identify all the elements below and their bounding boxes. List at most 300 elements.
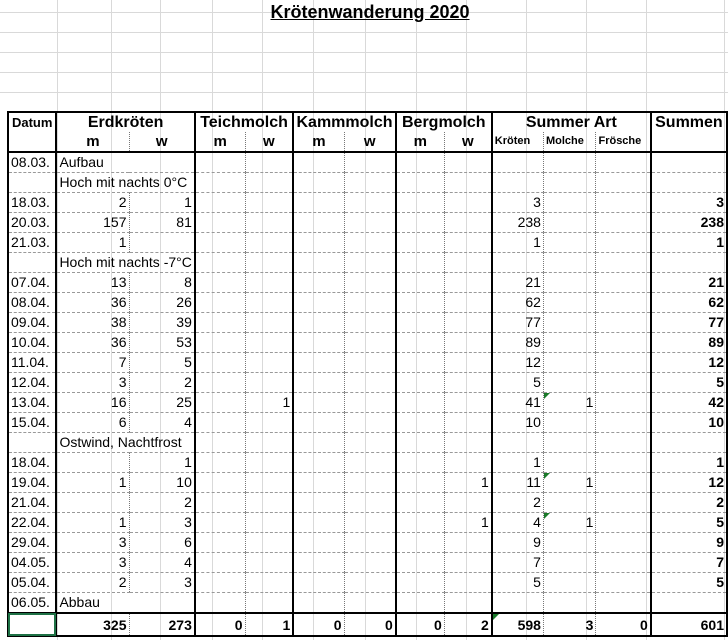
cell-tm_m[interactable] [195,173,245,193]
cell-kroeten[interactable]: 89 [492,333,544,353]
total-froesche[interactable]: 0 [596,613,651,636]
cell-molche[interactable] [543,173,596,193]
cell-froesche[interactable] [596,353,651,373]
cell-ek_w[interactable]: 3 [129,573,195,593]
cell-km_m[interactable] [293,593,344,614]
cell-froesche[interactable] [596,333,651,353]
total-molche[interactable]: 3 [543,613,596,636]
cell-km_m[interactable] [293,433,344,453]
cell-km_w[interactable] [344,313,396,333]
cell-bm_w[interactable] [444,553,491,573]
cell-ek_m[interactable]: 36 [56,293,129,313]
cell-ek_w[interactable]: 1 [129,193,195,213]
cell-molche[interactable] [543,273,596,293]
cell-datum[interactable]: 12.04. [8,373,56,393]
cell-kroeten[interactable]: 1 [492,453,544,473]
cell-tm_m[interactable] [195,293,245,313]
cell-kroeten[interactable]: 7 [492,553,544,573]
cell-ek_m[interactable]: 3 [56,553,129,573]
cell-km_w[interactable] [344,473,396,493]
cell-ek_w[interactable]: 10 [129,473,195,493]
cell-km_w[interactable] [344,593,396,614]
cell-bm_w[interactable] [444,413,491,433]
cell-summe[interactable]: 5 [651,513,727,533]
cell-km_m[interactable] [293,393,344,413]
cell-tm_w[interactable] [245,353,293,373]
cell-molche[interactable] [543,413,596,433]
cell-bm_w[interactable] [444,233,491,253]
cell-ek_m[interactable]: 3 [56,373,129,393]
cell-tm_m[interactable] [195,393,245,413]
cell-kroeten[interactable] [492,253,544,273]
cell-bm_w[interactable] [444,533,491,553]
cell-tm_w[interactable] [245,333,293,353]
cell-kroeten[interactable]: 4 [492,513,544,533]
cell-ek_m[interactable]: 38 [56,313,129,333]
cell-tm_m[interactable] [195,152,245,173]
cell-kroeten[interactable]: 62 [492,293,544,313]
cell-ek_w[interactable] [129,233,195,253]
cell-km_m[interactable] [293,553,344,573]
cell-km_w[interactable] [344,193,396,213]
cell-tm_m[interactable] [195,333,245,353]
cell-datum[interactable]: 20.03. [8,213,56,233]
cell-froesche[interactable] [596,573,651,593]
cell-tm_m[interactable] [195,553,245,573]
total-km_m[interactable]: 0 [293,613,344,636]
cell-km_m[interactable] [293,293,344,313]
cell-summe[interactable]: 5 [651,373,727,393]
cell-molche[interactable] [543,293,596,313]
cell-km_w[interactable] [344,233,396,253]
cell-bm_m[interactable] [396,353,445,373]
cell-tm_m[interactable] [195,213,245,233]
total-ek_w[interactable]: 273 [129,613,195,636]
cell-molche[interactable] [543,253,596,273]
cell-km_m[interactable] [293,473,344,493]
cell-summe[interactable]: 7 [651,553,727,573]
cell-bm_m[interactable] [396,593,445,614]
cell-tm_m[interactable] [195,513,245,533]
cell-tm_w[interactable]: 1 [245,393,293,413]
cell-bm_w[interactable] [444,273,491,293]
cell-summe[interactable] [651,253,727,273]
cell-bm_w[interactable] [444,493,491,513]
cell-kroeten[interactable]: 5 [492,373,544,393]
cell-datum[interactable]: 15.04. [8,413,56,433]
cell-kroeten[interactable]: 2 [492,493,544,513]
cell-froesche[interactable] [596,553,651,573]
cell-tm_w[interactable] [245,553,293,573]
cell-ek_m[interactable]: 13 [56,273,129,293]
cell-kroeten[interactable]: 11 [492,473,544,493]
cell-ek_m[interactable]: 157 [56,213,129,233]
cell-km_w[interactable] [344,393,396,413]
cell-molche[interactable] [543,213,596,233]
cell-km_w[interactable] [344,273,396,293]
cell-froesche[interactable] [596,433,651,453]
cell-summe[interactable]: 21 [651,273,727,293]
cell-summe[interactable]: 89 [651,333,727,353]
cell-ek_m[interactable]: 2 [56,193,129,213]
cell-km_m[interactable] [293,493,344,513]
cell-bm_m[interactable] [396,333,445,353]
cell-bm_m[interactable] [396,513,445,533]
cell-summe[interactable]: 62 [651,293,727,313]
cell-km_w[interactable] [344,293,396,313]
cell-datum[interactable]: 07.04. [8,273,56,293]
cell-datum[interactable]: 10.04. [8,333,56,353]
cell-datum[interactable]: 08.03. [8,152,56,173]
cell-tm_w[interactable] [245,173,293,193]
cell-datum[interactable]: 21.04. [8,493,56,513]
cell-froesche[interactable] [596,513,651,533]
cell-froesche[interactable] [596,473,651,493]
cell-summe[interactable]: 2 [651,493,727,513]
cell-km_w[interactable] [344,573,396,593]
cell-froesche[interactable] [596,413,651,433]
cell-tm_m[interactable] [195,413,245,433]
cell-kroeten[interactable]: 41 [492,393,544,413]
cell-km_m[interactable] [293,413,344,433]
cell-tm_m[interactable] [195,473,245,493]
cell-km_m[interactable] [293,233,344,253]
cell-ek_m[interactable]: 2 [56,573,129,593]
cell-tm_w[interactable] [245,433,293,453]
cell-tm_m[interactable] [195,453,245,473]
cell-ek_w[interactable]: 3 [129,513,195,533]
total-bm_w[interactable]: 2 [444,613,491,636]
cell-molche[interactable] [543,593,596,614]
cell-bm_w[interactable] [444,152,491,173]
total-tm_w[interactable]: 1 [245,613,293,636]
cell-tm_w[interactable] [245,413,293,433]
total-kroeten[interactable]: 598 [492,613,544,636]
cell-ek_m[interactable]: 1 [56,233,129,253]
cell-datum[interactable]: 05.04. [8,573,56,593]
cell-note[interactable]: Hoch mit nachts -7°C [56,253,194,273]
cell-datum[interactable] [8,433,56,453]
cell-ek_w[interactable]: 6 [129,533,195,553]
cell-bm_w[interactable] [444,253,491,273]
cell-froesche[interactable] [596,393,651,413]
cell-molche[interactable] [543,573,596,593]
cell-summe[interactable]: 3 [651,193,727,213]
cell-ek_w[interactable]: 4 [129,413,195,433]
cell-datum[interactable] [8,253,56,273]
cell-km_w[interactable] [344,333,396,353]
cell-km_m[interactable] [293,333,344,353]
cell-kroeten[interactable] [492,173,544,193]
cell-kroeten[interactable] [492,152,544,173]
cell-froesche[interactable] [596,373,651,393]
cell-molche[interactable] [543,333,596,353]
cell-kroeten[interactable]: 3 [492,193,544,213]
cell-molche[interactable] [543,152,596,173]
cell-molche[interactable] [543,313,596,333]
cell-bm_m[interactable] [396,313,445,333]
cell-datum[interactable]: 11.04. [8,353,56,373]
cell-bm_m[interactable] [396,213,445,233]
cell-kroeten[interactable] [492,433,544,453]
cell-km_m[interactable] [293,353,344,373]
cell-datum[interactable]: 04.05. [8,553,56,573]
cell-molche[interactable]: 1 [543,513,596,533]
cell-datum[interactable]: 09.04. [8,313,56,333]
cell-tm_w[interactable] [245,193,293,213]
cell-tm_w[interactable] [245,213,293,233]
cell-summe[interactable]: 238 [651,213,727,233]
cell-tm_w[interactable] [245,313,293,333]
cell-tm_w[interactable] [245,152,293,173]
cell-froesche[interactable] [596,273,651,293]
cell-note[interactable]: Hoch mit nachts 0°C [56,173,194,193]
cell-note[interactable]: Abbau [56,593,194,614]
cell-tm_w[interactable] [245,573,293,593]
cell-bm_w[interactable] [444,173,491,193]
total-ek_m[interactable]: 325 [56,613,129,636]
cell-ek_w[interactable]: 2 [129,373,195,393]
cell-molche[interactable] [543,233,596,253]
cell-bm_w[interactable] [444,433,491,453]
cell-tm_w[interactable] [245,473,293,493]
cell-ek_w[interactable]: 4 [129,553,195,573]
cell-km_m[interactable] [293,533,344,553]
cell-datum[interactable]: 19.04. [8,473,56,493]
cell-molche[interactable] [543,353,596,373]
cell-ek_w[interactable]: 5 [129,353,195,373]
cell-tm_w[interactable] [245,593,293,614]
cell-ek_w[interactable]: 25 [129,393,195,413]
cell-kroeten[interactable]: 1 [492,233,544,253]
cell-froesche[interactable] [596,593,651,614]
cell-bm_w[interactable] [444,373,491,393]
cell-tm_m[interactable] [195,313,245,333]
total-bm_m[interactable]: 0 [396,613,445,636]
total-tm_m[interactable]: 0 [195,613,245,636]
cell-ek_m[interactable]: 1 [56,513,129,533]
cell-bm_w[interactable] [444,393,491,413]
cell-bm_m[interactable] [396,473,445,493]
cell-tm_m[interactable] [195,233,245,253]
cell-bm_m[interactable] [396,193,445,213]
cell-bm_m[interactable] [396,553,445,573]
cell-tm_w[interactable] [245,253,293,273]
cell-tm_m[interactable] [195,433,245,453]
cell-molche[interactable]: 1 [543,393,596,413]
cell-tm_w[interactable] [245,293,293,313]
cell-ek_m[interactable]: 16 [56,393,129,413]
cell-km_w[interactable] [344,373,396,393]
cell-ek_w[interactable]: 2 [129,493,195,513]
cell-bm_m[interactable] [396,233,445,253]
cell-note[interactable]: Ostwind, Nachtfrost [56,433,194,453]
cell-km_w[interactable] [344,173,396,193]
cell-tm_w[interactable] [245,453,293,473]
cell-km_m[interactable] [293,213,344,233]
cell-ek_m[interactable]: 1 [56,473,129,493]
cell-tm_w[interactable] [245,233,293,253]
cell-bm_m[interactable] [396,493,445,513]
cell-tm_m[interactable] [195,593,245,614]
cell-bm_w[interactable] [444,333,491,353]
cell-tm_w[interactable] [245,493,293,513]
cell-datum[interactable]: 18.04. [8,453,56,473]
cell-bm_m[interactable] [396,173,445,193]
cell-bm_m[interactable] [396,253,445,273]
cell-bm_w[interactable] [444,313,491,333]
cell-summe[interactable]: 12 [651,473,727,493]
cell-datum[interactable]: 22.04. [8,513,56,533]
cell-ek_w[interactable]: 81 [129,213,195,233]
cell-bm_m[interactable] [396,573,445,593]
cell-km_w[interactable] [344,453,396,473]
cell-bm_m[interactable] [396,293,445,313]
cell-summe[interactable] [651,593,727,614]
cell-summe[interactable]: 42 [651,393,727,413]
cell-datum[interactable]: 18.03. [8,193,56,213]
cell-kroeten[interactable]: 12 [492,353,544,373]
cell-ek_m[interactable]: 3 [56,533,129,553]
cell-bm_w[interactable] [444,573,491,593]
cell-bm_m[interactable] [396,413,445,433]
cell-datum[interactable] [8,173,56,193]
cell-tm_m[interactable] [195,273,245,293]
cell-datum[interactable]: 06.05. [8,593,56,614]
cell-km_w[interactable] [344,213,396,233]
cell-km_m[interactable] [293,193,344,213]
cell-summe[interactable] [651,152,727,173]
cell-kroeten[interactable] [492,593,544,614]
cell-bm_w[interactable] [444,193,491,213]
cell-bm_w[interactable] [444,213,491,233]
cell-ek_m[interactable]: 6 [56,413,129,433]
cell-summe[interactable] [651,433,727,453]
cell-molche[interactable] [543,493,596,513]
cell-ek_w[interactable]: 39 [129,313,195,333]
cell-ek_m[interactable]: 7 [56,353,129,373]
cell-tm_m[interactable] [195,253,245,273]
cell-km_w[interactable] [344,413,396,433]
cell-kroeten[interactable]: 5 [492,573,544,593]
cell-summe[interactable]: 10 [651,413,727,433]
cell-tm_m[interactable] [195,353,245,373]
cell-bm_m[interactable] [396,453,445,473]
cell-bm_w[interactable] [444,293,491,313]
cell-molche[interactable] [543,553,596,573]
cell-bm_w[interactable]: 1 [444,473,491,493]
cell-molche[interactable]: 1 [543,473,596,493]
cell-kroeten[interactable]: 9 [492,533,544,553]
cell-froesche[interactable] [596,233,651,253]
cell-ek_w[interactable]: 1 [129,453,195,473]
cell-kroeten[interactable]: 77 [492,313,544,333]
cell-ek_w[interactable]: 26 [129,293,195,313]
cell-bm_w[interactable] [444,353,491,373]
cell-km_w[interactable] [344,152,396,173]
cell-summe[interactable]: 1 [651,233,727,253]
cell-km_w[interactable] [344,493,396,513]
cell-bm_m[interactable] [396,393,445,413]
cell-km_w[interactable] [344,253,396,273]
cell-bm_m[interactable] [396,152,445,173]
cell-datum[interactable]: 08.04. [8,293,56,313]
cell-froesche[interactable] [596,152,651,173]
cell-km_m[interactable] [293,273,344,293]
cell-note[interactable]: Aufbau [56,152,194,173]
cell-ek_w[interactable]: 8 [129,273,195,293]
cell-froesche[interactable] [596,293,651,313]
cell-froesche[interactable] [596,493,651,513]
selected-cell[interactable] [8,613,56,636]
cell-summe[interactable]: 5 [651,573,727,593]
cell-froesche[interactable] [596,533,651,553]
cell-froesche[interactable] [596,213,651,233]
total-summe[interactable]: 601 [651,613,727,636]
cell-ek_m[interactable]: 36 [56,333,129,353]
cell-bm_m[interactable] [396,373,445,393]
cell-bm_w[interactable]: 1 [444,513,491,533]
cell-froesche[interactable] [596,253,651,273]
cell-km_w[interactable] [344,513,396,533]
cell-bm_m[interactable] [396,533,445,553]
cell-bm_m[interactable] [396,273,445,293]
cell-ek_m[interactable] [56,453,129,473]
cell-km_m[interactable] [293,152,344,173]
cell-km_m[interactable] [293,313,344,333]
cell-tm_m[interactable] [195,193,245,213]
cell-km_m[interactable] [293,573,344,593]
cell-km_w[interactable] [344,533,396,553]
cell-km_w[interactable] [344,353,396,373]
cell-kroeten[interactable]: 238 [492,213,544,233]
cell-summe[interactable]: 77 [651,313,727,333]
total-km_w[interactable]: 0 [344,613,396,636]
cell-molche[interactable] [543,373,596,393]
cell-ek_w[interactable]: 53 [129,333,195,353]
cell-tm_w[interactable] [245,513,293,533]
cell-molche[interactable] [543,453,596,473]
cell-summe[interactable]: 9 [651,533,727,553]
cell-tm_w[interactable] [245,273,293,293]
cell-datum[interactable]: 29.04. [8,533,56,553]
cell-km_m[interactable] [293,373,344,393]
cell-kroeten[interactable]: 21 [492,273,544,293]
cell-tm_m[interactable] [195,493,245,513]
cell-datum[interactable]: 21.03. [8,233,56,253]
cell-ek_m[interactable] [56,493,129,513]
cell-tm_m[interactable] [195,573,245,593]
cell-bm_m[interactable] [396,433,445,453]
cell-tm_w[interactable] [245,373,293,393]
cell-bm_w[interactable] [444,593,491,614]
cell-km_w[interactable] [344,433,396,453]
cell-summe[interactable]: 12 [651,353,727,373]
cell-km_m[interactable] [293,253,344,273]
cell-froesche[interactable] [596,173,651,193]
cell-molche[interactable] [543,433,596,453]
cell-froesche[interactable] [596,313,651,333]
cell-tm_m[interactable] [195,373,245,393]
cell-molche[interactable] [543,533,596,553]
cell-molche[interactable] [543,193,596,213]
cell-km_m[interactable] [293,513,344,533]
cell-froesche[interactable] [596,453,651,473]
cell-kroeten[interactable]: 10 [492,413,544,433]
cell-tm_w[interactable] [245,533,293,553]
cell-summe[interactable] [651,173,727,193]
cell-km_w[interactable] [344,553,396,573]
